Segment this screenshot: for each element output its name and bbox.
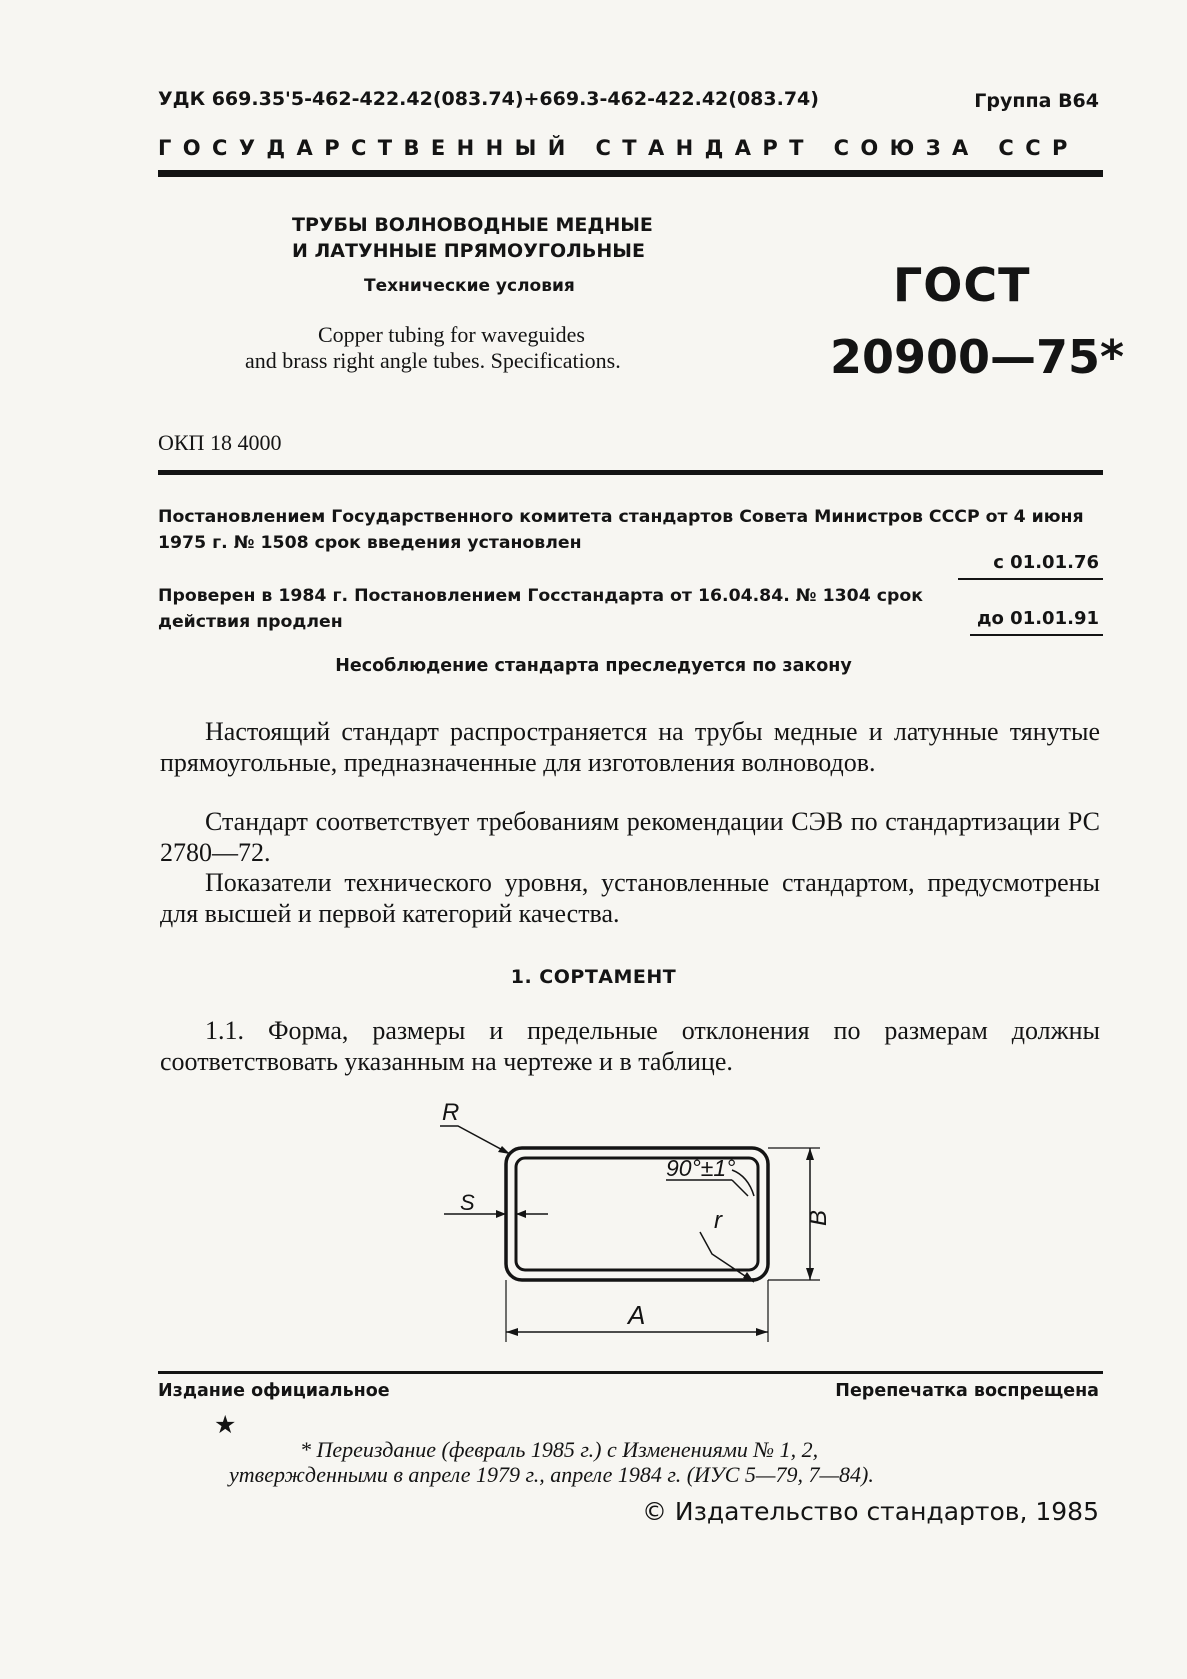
group-code: Группа В64	[974, 90, 1099, 112]
official-edition: Издание официальное	[158, 1381, 390, 1401]
label-A: A	[628, 1300, 646, 1330]
okp-rule	[158, 470, 1103, 475]
reissue-note-line-1: * Переиздание (февраль 1985 г.) с Изменениями № 1, 2,	[300, 1437, 819, 1462]
tube-cross-section-drawing	[430, 1092, 850, 1352]
date-introduced-rule	[958, 578, 1103, 580]
reissue-note-line-2: утвержденными в апреле 1979 г., апреле 1984 г. (ИУС 5—79, 7—84).	[229, 1462, 874, 1487]
state-standard-heading: ГОСУДАРСТВЕННЫЙ СТАНДАРТ СОЮЗА ССР	[158, 136, 1079, 160]
section-title: 1. СОРТАМЕНТ	[510, 966, 677, 988]
paragraph-cmea: Стандарт соответствует требованиям рекомендации СЭВ по стандартизации РС 2780—72.	[160, 807, 1100, 867]
checked-text: Проверен в 1984 г. Постановлением Госстандарта от 16.04.84. № 1304 срок действия продлен	[158, 586, 923, 632]
angle-leader	[732, 1180, 748, 1196]
okp-code: ОКП 18 4000	[158, 430, 282, 455]
header-rule	[158, 170, 1103, 177]
gost-number: 20900—75*	[830, 330, 1125, 384]
date-extended: до 01.01.91	[977, 608, 1099, 629]
paragraph-shape: 1.1. Форма, размеры и предельные отклонения по размерам должны соответствовать указанным на чертеже и в таблице.	[160, 1016, 1100, 1076]
udk-code: УДК 669.35'5-462-422.42(083.74)+669.3-462-422.42(083.74)	[158, 88, 819, 110]
gost-label: ГОСТ	[893, 258, 1031, 312]
label-S: S	[460, 1190, 475, 1215]
paragraph-quality: Показатели технического уровня, установленные стандартом, предусмотрены для высшей и первой категорий качества.	[160, 868, 1100, 928]
title-line-1: ТРУБЫ ВОЛНОВОДНЫЕ МЕДНЫЕ	[292, 214, 653, 236]
date-extended-rule	[970, 634, 1103, 636]
english-title-line-2: and brass right angle tubes. Specifications.	[245, 348, 621, 373]
star-icon: ★	[214, 1412, 237, 1439]
label-B: B	[805, 1209, 832, 1226]
title-subtitle: Технические условия	[364, 276, 575, 296]
title-line-2: И ЛАТУННЫЕ ПРЯМОУГОЛЬНЫЕ	[292, 240, 645, 262]
label-r: r	[714, 1207, 722, 1234]
noncompliance-notice: Несоблюдение стандарта преследуется по закону	[335, 656, 852, 676]
reprint-prohibited: Перепечатка воспрещена	[835, 1381, 1099, 1401]
english-title-line-1: Copper tubing for waveguides	[318, 322, 585, 347]
label-angle: 90°±1°	[666, 1155, 736, 1181]
decree-text: Постановлением Государственного комитета стандартов Совета Министров СССР от 4 июня 1975 г. № 1508 срок введения установлен	[158, 507, 1084, 553]
paragraph-scope: Настоящий стандарт распространяется на трубы медные и латунные тянутые прямоугольные, предназначенные для изготовления волноводов.	[160, 717, 1100, 777]
label-R: R	[442, 1099, 460, 1126]
footer-rule	[158, 1371, 1103, 1374]
copyright-notice: © Издательство стандартов, 1985	[641, 1497, 1099, 1526]
date-introduced: с 01.01.76	[993, 552, 1099, 573]
